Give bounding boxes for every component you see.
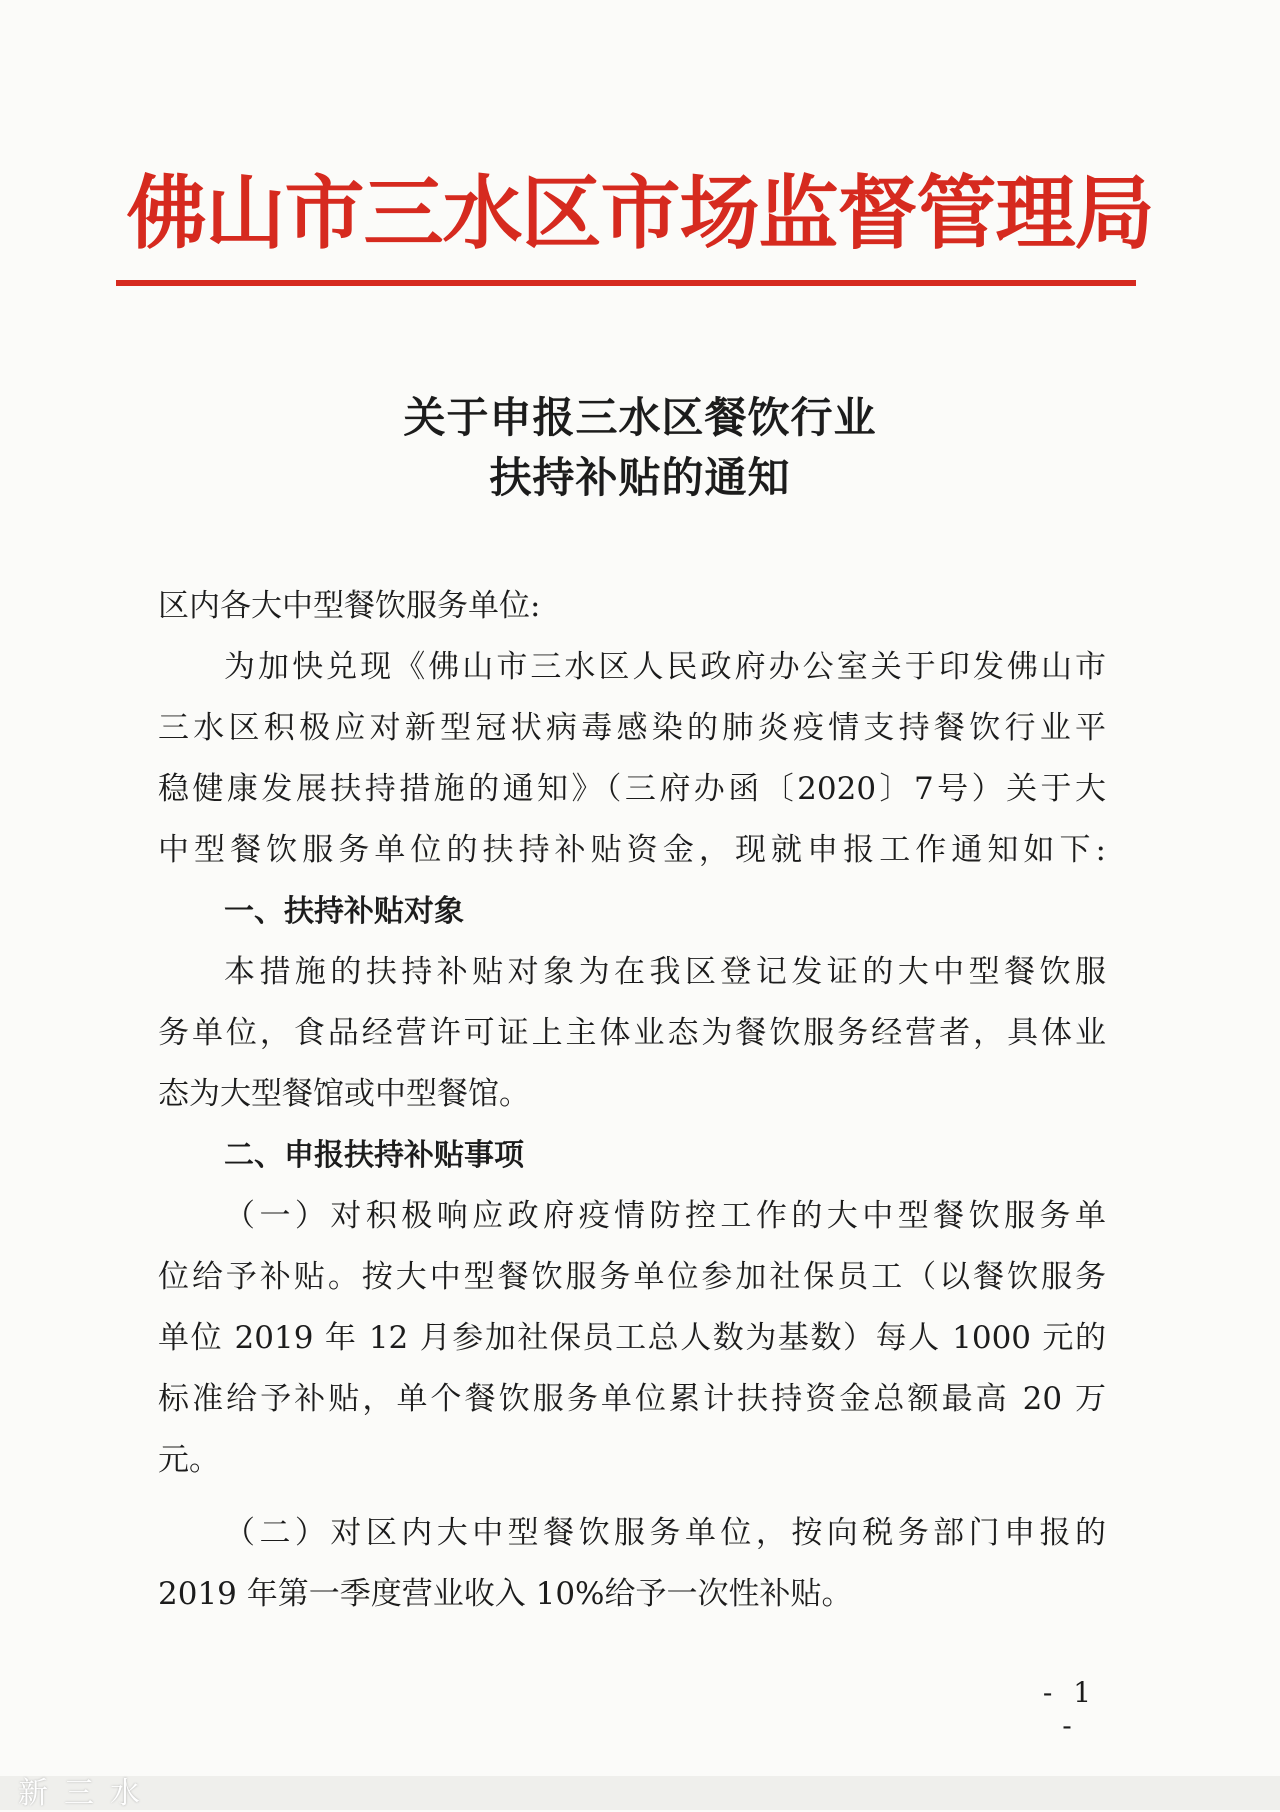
section-1-line: 本措施的扶持补贴对象为在我区登记发证的大中型餐饮服 <box>224 954 1106 990</box>
section-2-item-2-line: （二）对区内大中型餐饮服务单位，按向税务部门申报的 <box>224 1515 1106 1551</box>
watermark: 新三水 <box>18 1776 156 1811</box>
scan-bottom-strip <box>0 1776 1280 1810</box>
section-1-line: 态为大型餐馆或中型餐馆。 <box>158 1076 530 1112</box>
section-2-item-1-line: （一）对积极响应政府疫情防控工作的大中型餐饮服务单 <box>224 1198 1106 1234</box>
letterhead-red-rule <box>116 280 1136 286</box>
intro-line: 为加快兑现《佛山市三水区人民政府办公室关于印发佛山市 <box>224 649 1106 685</box>
page-number: - 1 - <box>1042 1676 1098 1742</box>
section-2-item-2-line: 2019 年第一季度营业收入 10%给予一次性补贴。 <box>158 1576 853 1612</box>
section-1-heading: 一、扶持补贴对象 <box>224 894 464 929</box>
section-2-item-1-line: 标准给予补贴，单个餐饮服务单位累计扶持资金总额最高 20 万 <box>158 1381 1106 1417</box>
intro-line: 三水区积极应对新型冠状病毒感染的肺炎疫情支持餐饮行业平 <box>158 710 1106 746</box>
salutation: 区内各大中型餐饮服务单位: <box>158 588 541 624</box>
section-2-item-1-line: 位给予补贴。按大中型餐饮服务单位参加社保员工（以餐饮服务 <box>158 1259 1106 1295</box>
section-2-item-1-line: 元。 <box>158 1442 220 1478</box>
document-title-line-1: 关于申报三水区餐饮行业 <box>403 393 877 442</box>
document-title-line-2: 扶持补贴的通知 <box>489 453 791 502</box>
organization-letterhead: 佛山市三水区市场监督管理局 <box>126 166 1154 260</box>
intro-line: 中型餐饮服务单位的扶持补贴资金，现就申报工作通知如下: <box>158 832 1106 868</box>
paragraph-gap <box>158 1491 1106 1503</box>
intro-line: 稳健康发展扶持措施的通知》（三府办函〔2020〕7号）关于大 <box>158 771 1106 807</box>
section-2-item-1-line: 单位 2019 年 12 月参加社保员工总人数为基数）每人 1000 元的 <box>158 1320 1106 1356</box>
section-1-line: 务单位，食品经营许可证上主体业态为餐饮服务经营者，具体业 <box>158 1015 1106 1051</box>
section-2-heading: 二、申报扶持补贴事项 <box>224 1138 524 1173</box>
document-body <box>158 576 1106 1625</box>
